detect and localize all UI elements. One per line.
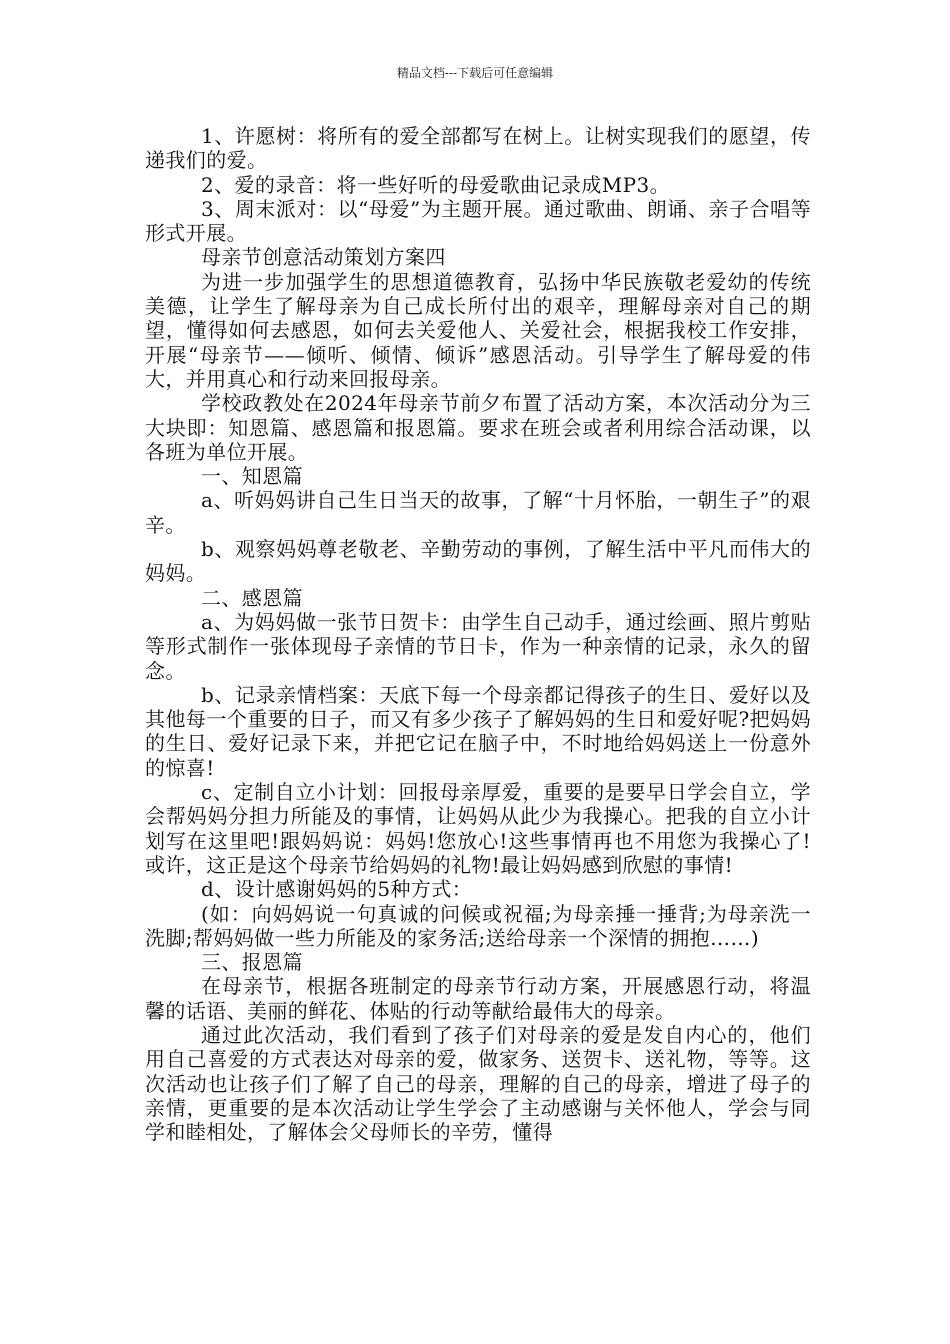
heading-ganen: 二、感恩篇 [201,585,303,610]
paragraph-plan-overview: 学校政教处在2024年母亲节前夕布置了活动方案，本次活动分为三大块即：知恩篇、感恩篇和报恩篇。要求在班会或者利用综合活动课，以各班为单位开展。 [145,391,811,464]
document-body [145,124,811,1144]
paragraph-love-recording: 2、爱的录音：将一些好听的母爱歌曲记录成MP3。 [201,172,670,197]
paragraph-ganen-c: c、定制自立小计划：回报母亲厚爱，重要的是要早日学会自立，学会帮妈妈分担力所能及的事情，让妈妈从此少为我操心。把我的自立小计划写在这里吧!跟妈妈说：妈妈!您放心!这些事情再也不用您为我操心了!或许，这正是这个母亲节给妈妈的礼物!最让妈妈感到欣慰的事情! [145,780,811,877]
section-title-plan-four: 母亲节创意活动策划方案四 [201,245,446,270]
paragraph-ganen-a: a、为妈妈做一张节日贺卡：由学生自己动手，通过绘画、照片剪贴等形式制作一张体现母子亲情的节日卡，作为一种亲情的记录，永久的留念。 [145,609,811,683]
paragraph-ganen-d: d、设计感谢妈妈的5种方式： [201,877,473,902]
heading-baoen: 三、报恩篇 [201,950,303,975]
heading-zhien: 一、知恩篇 [201,464,303,489]
paragraph-ganen-b: b、记录亲情档案：天底下每一个母亲都记得孩子的生日、爱好以及其他每一个重要的日子，而又有多少孩子了解妈妈的生日和爱好呢?把妈妈的生日、爱好记录下来，并把它记在脑子中，不时地给妈妈送上一份意外的惊喜! [145,682,811,780]
paragraph-conclusion: 通过此次活动，我们看到了孩子们对母亲的爱是发自内心的，他们用自己喜爱的方式表达对母亲的爱，做家务、送贺卡、送礼物，等等。这次活动也让孩子们了解了自己的母亲，理解的自己的母亲，增进了母子的亲情，更重要的是本次活动让学生学会了主动感谢与关怀他人，学会与同学和睦相处，了解体会父母师长的辛劳，懂得 [145,1022,811,1145]
paragraph-baoen-action: 在母亲节，根据各班制定的母亲节行动方案，开展感恩行动，将温馨的话语、美丽的鲜花、体贴的行动等献给最伟大的母亲。 [145,974,811,1023]
paragraph-weekend-party: 3、周末派对：以“母爱”为主题开展。通过歌曲、朗诵、亲子合唱等形式开展。 [145,196,811,246]
paragraph-ganen-d-examples: (如：向妈妈说一句真诚的问候或祝福;为母亲捶一捶背;为母亲洗一洗脚;帮妈妈做一些力所能及的家务活;送给母亲一个深情的拥抱……) [145,901,811,950]
paragraph-wish-tree: 1、许愿树：将所有的爱全部都写在树上。让树实现我们的愿望，传递我们的爱。 [145,124,811,173]
paragraph-zhien-b: b、观察妈妈尊老敬老、辛勤劳动的事例，了解生活中平凡而伟大的妈妈。 [145,537,811,586]
paragraph-introduction: 为进一步加强学生的思想道德教育，弘扬中华民族敬老爱幼的传统美德，让学生了解母亲为自己成长所付出的艰辛，理解母亲对自己的期望，懂得如何去感恩，如何去关爱他人、关爱社会，根据我校工作安排，开展“母亲节——倾听、倾情、倾诉”感恩活动。引导学生了解母爱的伟大，并用真心和行动来回报母亲。 [145,269,811,391]
page-header: 精品文档---下载后可任意编辑 [396,66,554,80]
paragraph-zhien-a: a、听妈妈讲自己生日当天的故事，了解“十月怀胎，一朝生子”的艰辛。 [145,488,811,537]
